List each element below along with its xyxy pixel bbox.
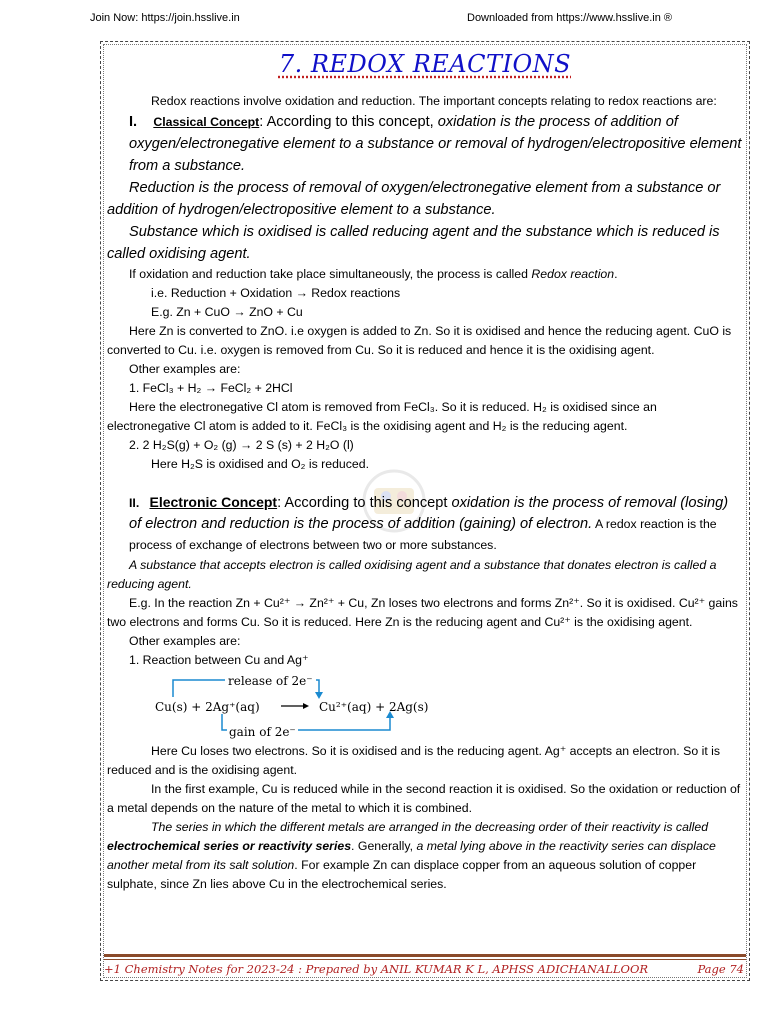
- page-content: [107, 92, 743, 894]
- redox-period: .: [614, 267, 618, 281]
- classical-lead: : According to this concept,: [259, 114, 438, 130]
- footer-credit: +1 Chemistry Notes for 2023-24 : Prepared by ANIL KUMAR K L, APHSS ADICHANALLOOR: [104, 962, 649, 976]
- release-label: release of 2e⁻: [225, 672, 316, 691]
- example-2-explanation: Here H₂S is oxidised and O₂ is reduced.: [151, 457, 370, 471]
- chapter-title: 7. REDOX REACTIONS: [278, 50, 572, 78]
- example-1-explanation: Here the electronegative Cl atom is removed from FeCl₃. So it is reduced. H₂ is oxidised since an electronegative Cl atom is added to it. FeCl₃ is the oxidising agent and H₂ is the reducing agent.: [107, 400, 657, 433]
- redox-term: Redox reaction: [531, 267, 615, 281]
- cu-ag-explanation: Here Cu loses two electrons. So it is oxidised and is the reducing agent. Ag⁺ accepts an electron. So it is reduced and is the oxidising agent.: [107, 744, 721, 777]
- cu-ag-example: 1. Reaction between Cu and Ag⁺: [129, 653, 309, 667]
- electronic-tail: A redox reaction is the process of exchange of electrons between two or more substances.: [129, 517, 717, 552]
- electrochemical-series-paragraph: [107, 818, 743, 894]
- series-text-a: The series in which the different metals are arranged in the decreasing order of their reactivity is called: [151, 820, 709, 834]
- series-text-c: . Generally,: [351, 839, 417, 853]
- electron-agents: A substance that accepts electron is called oxidising agent and a substance that donates electron is called a reducing agent.: [107, 558, 717, 591]
- redox-text: If oxidation and reduction take place simultaneously, the process is called: [129, 267, 532, 281]
- comparison-paragraph: In the first example, Cu is reduced while in the second reaction it is oxidised. So the oxidation or reduction of a metal depends on the nature of the metal to which it is combined.: [107, 782, 741, 815]
- footer-rule-thin: [104, 959, 746, 960]
- products: Cu²⁺(aq) + 2Ag(s): [319, 700, 429, 714]
- electronic-heading: Electronic Concept: [149, 494, 278, 510]
- other-examples-label: Other examples are:: [129, 362, 241, 376]
- header-download-link[interactable]: Downloaded from https://www.hsslive.in ®: [467, 12, 672, 24]
- reduction-definition: Reduction is the process of removal of oxygen/electronegative element from a substance or addition of hydrogen/electropositive element to a substance.: [107, 180, 721, 218]
- series-text-d: a metal lying above in the reactivity series can displace another metal from its salt solution: [107, 839, 716, 872]
- redox-simultaneous: [107, 265, 743, 284]
- eg-line: E.g. Zn + CuO → ZnO + Cu: [151, 305, 303, 319]
- section-number: I.: [129, 114, 138, 130]
- electronic-lead: : According to this concept: [277, 495, 452, 511]
- page-header: [0, 12, 768, 30]
- ie-line: i.e. Reduction + Oxidation → Redox reactions: [151, 286, 401, 300]
- example-1: 1. FeCl₃ + H₂ → FeCl₂ + 2HCl: [129, 381, 293, 395]
- electron-transfer-diagram: [151, 670, 743, 742]
- example-2: 2. 2 H₂S(g) + O₂ (g) → 2 S (s) + 2 H₂O (l): [129, 438, 354, 452]
- agents-definition: Substance which is oxidised is called reducing agent and the substance which is reduced is called oxidising agent.: [107, 224, 720, 262]
- series-text-e: . For example Zn can displace copper from an aqueous solution of copper sulphate, since Zn lies above Cu in the electrochemical series.: [107, 858, 697, 891]
- footer-rule-thick: [104, 954, 746, 957]
- electronic-concept-paragraph: [107, 492, 743, 556]
- zn-explanation: Here Zn is converted to ZnO. i.e oxygen is added to Zn. So it is oxidised and hence the reducing agent. CuO is converted to Cu. i.e. oxygen is removed from Cu. So it is reduced and hence it is the oxidising agent.: [107, 324, 732, 357]
- series-term: electrochemical series or reactivity series: [107, 839, 352, 853]
- classical-concept-paragraph: [107, 111, 743, 177]
- page-footer: [104, 962, 746, 976]
- cu-zn-example: E.g. In the reaction Zn + Cu²⁺ → Zn²⁺ + Cu, Zn loses two electrons and forms Zn²⁺. So it is oxidised. Cu²⁺ gains two electrons and forms Cu. So it is reduced. Here Zn is the reducing agent and Cu²⁺ is the oxidising agent.: [107, 596, 738, 629]
- oxidation-definition: oxidation is the process of addition of oxygen/electronegative element to a substance or removal of hydrogen/electropositive element from a substance.: [129, 114, 742, 174]
- intro-paragraph: Redox reactions involve oxidation and reduction. The important concepts relating to redox reactions are:: [151, 94, 717, 108]
- header-join-link[interactable]: Join Now: https://join.hsslive.in: [90, 12, 240, 24]
- other-examples-label-2: Other examples are:: [129, 634, 241, 648]
- reactants: Cu(s) + 2Ag⁺(aq): [155, 700, 260, 714]
- electron-definition: oxidation is the process of removal (losing) of electron and reduction is the process of addition (gaining) of electron.: [129, 495, 729, 532]
- page-number: Page 74: [697, 962, 744, 976]
- classical-heading: Classical Concept: [153, 115, 260, 129]
- section-number-2: II.: [129, 496, 140, 510]
- gain-label: gain of 2e⁻: [227, 723, 298, 742]
